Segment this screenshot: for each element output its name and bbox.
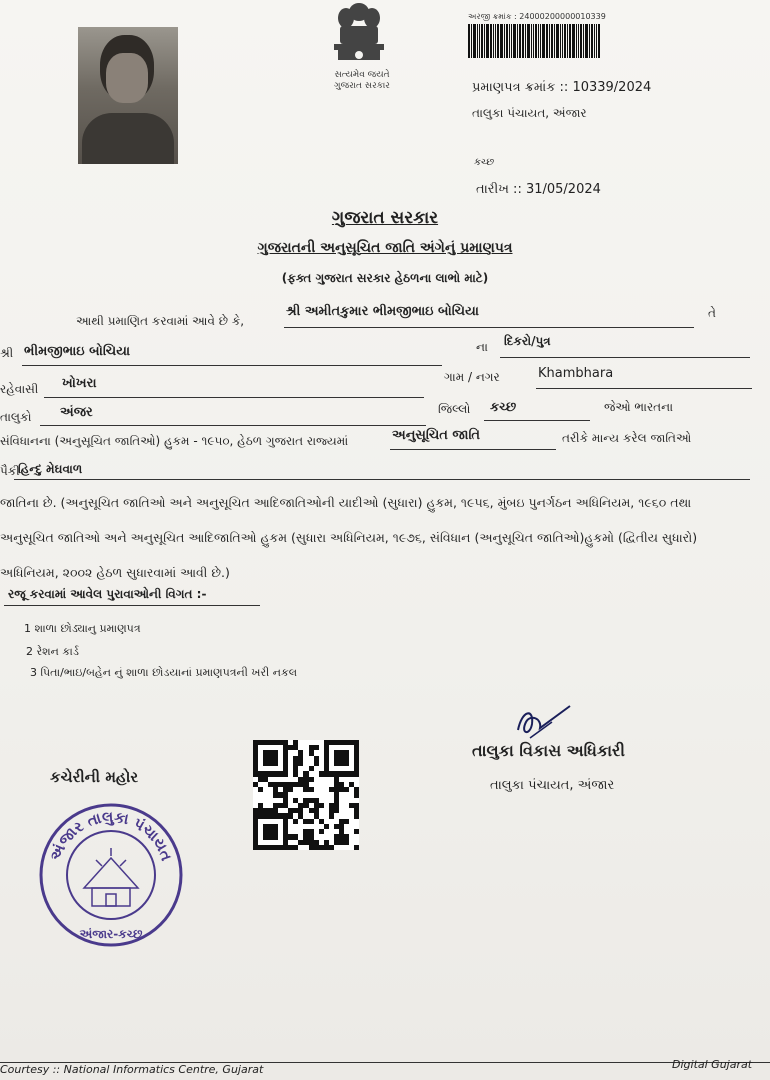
- recognized-label: તરીકે માન્ય કરેલ જાતિઓ: [562, 431, 692, 445]
- emblem-text: [322, 70, 402, 92]
- issue-date: તારીખ :: 31/05/2024: [476, 182, 601, 197]
- emblem-motto: સત્યમેવ જયતે: [334, 70, 390, 80]
- evidence-title: રજૂ કરવામાં આવેલ પુરાવાઓની વિગત :-: [8, 587, 207, 601]
- office-seal: [36, 800, 186, 950]
- emblem-govt: ગુજરાત સરકાર: [334, 81, 390, 91]
- taluka-label: તાલુકો: [0, 410, 32, 424]
- application-number: અરજી ક્રમાંક : 24000200000010339: [468, 12, 606, 21]
- father-name: ભીમજીભાઇ બોચિયા: [24, 344, 131, 359]
- category-value: અનુસૂચિત જાતિ: [392, 428, 481, 443]
- paragraph-line: જાતિના છે. (અનુસૂચિત જાતિઓ અને અનુસૂચિત આદિજાતિઓની યાદીઓ (સુધારા) હુકમ, ૧૯૫૬, મુંબઇ પુનર્ગઠન અધિનિયમ, ૧૯૬૦ તથા: [0, 495, 692, 510]
- certificate-scope: (ફક્ત ગુજરાત સરકાર હેઠળના લાભો માટે): [281, 271, 489, 285]
- applicant-photo: [78, 27, 178, 164]
- paragraph-line: અનુસૂચિત જાતિઓ અને અનુસૂચિત આદિજાતિઓ હુકમ (સુધારા અધિનિયમ, ૧૯૭૬, સંવિધાન (અનુસૂચિત જાતિઓ)હુકમો (દ્વિતીય સુધારો): [0, 530, 698, 545]
- govt-title: ગુજરાત સરકાર: [331, 208, 439, 228]
- seal-ring-text: અંજાર તાલુકા પંચાયત: [46, 807, 176, 864]
- evidence-item: 3 પિતા/ભાઇ/બહેન નું શાળા છોડયાનાં પ્રમાણપત્રની ખરી નકલ: [30, 666, 298, 679]
- certificate-title: ગુજરાતની અનુસૂચિત જાતિ અંગેનું પ્રમાણપત્ર: [257, 240, 513, 256]
- shri-label: શ્રી: [0, 346, 14, 360]
- state-emblem-icon: [320, 0, 398, 70]
- paragraph-line: અધિનિયમ, ૨૦૦૨ હેઠળ સુધારવામાં આવી છે.): [0, 565, 230, 580]
- caste-prefix: પૈકી: [0, 464, 20, 478]
- evidence-item: 2 રેશન કાર્ડ: [26, 645, 79, 658]
- issuing-office: તાલુકા પંચાયત, અંજાર: [472, 106, 587, 120]
- village-value: Khambhara: [538, 366, 614, 381]
- seal-bottom-text: અંજાર-કચ્છ: [79, 927, 143, 941]
- barcode: [468, 24, 636, 58]
- relation: દિકરો/પુત્ર: [504, 334, 551, 348]
- footer-brand: Digital Gujarat: [672, 1058, 753, 1071]
- footer-courtesy: Courtesy :: National Informatics Centre, Gujarat: [0, 1063, 264, 1076]
- verification-qr-code: [253, 740, 359, 850]
- officer-signature: [500, 700, 580, 746]
- resident-label: રહેવાસી: [0, 382, 39, 396]
- issuing-district: કચ્છ: [474, 157, 495, 168]
- evidence-item: 1 શાળા છોડ્યાનુ પ્રમાણપત્ર: [24, 622, 141, 635]
- certify-label: આથી પ્રમાણિત કરવામાં આવે છે કે,: [76, 314, 245, 328]
- te-label: તે: [708, 306, 716, 320]
- village-label: ગામ / નગર: [444, 370, 500, 384]
- na-label: ના: [476, 340, 488, 354]
- india-label: જેઓ ભારતના: [604, 400, 674, 414]
- applicant-name: શ્રી અમીતકુમાર ભીમજીભાઇ બોચિયા: [286, 304, 479, 319]
- caste-value: હિન્દુ મેઘવાળ: [18, 462, 83, 476]
- certificate-number: પ્રમાણપત્ર ક્રમાંક :: 10339/2024: [472, 80, 652, 95]
- legal-paragraph: [0, 485, 770, 590]
- taluka-value: અંજર: [60, 405, 93, 420]
- officer-office: તાલુકા પંચાયત, અંજાર: [490, 778, 615, 793]
- office-seal-label: કચેરીની મહોર: [50, 768, 139, 786]
- constitution-label: સંવિધાનના (અનુસૂચિત જાતિઓ) હુકમ - ૧૯૫૦, હેઠળ ગુજરાત રાજ્યમાં: [0, 434, 349, 448]
- officer-designation: તાલુકા વિકાસ અધિકારી: [472, 741, 625, 760]
- district-label: જિલ્લો: [438, 402, 471, 416]
- resident-value: ખોખરા: [62, 376, 97, 391]
- district-value: કચ્છ: [490, 400, 517, 415]
